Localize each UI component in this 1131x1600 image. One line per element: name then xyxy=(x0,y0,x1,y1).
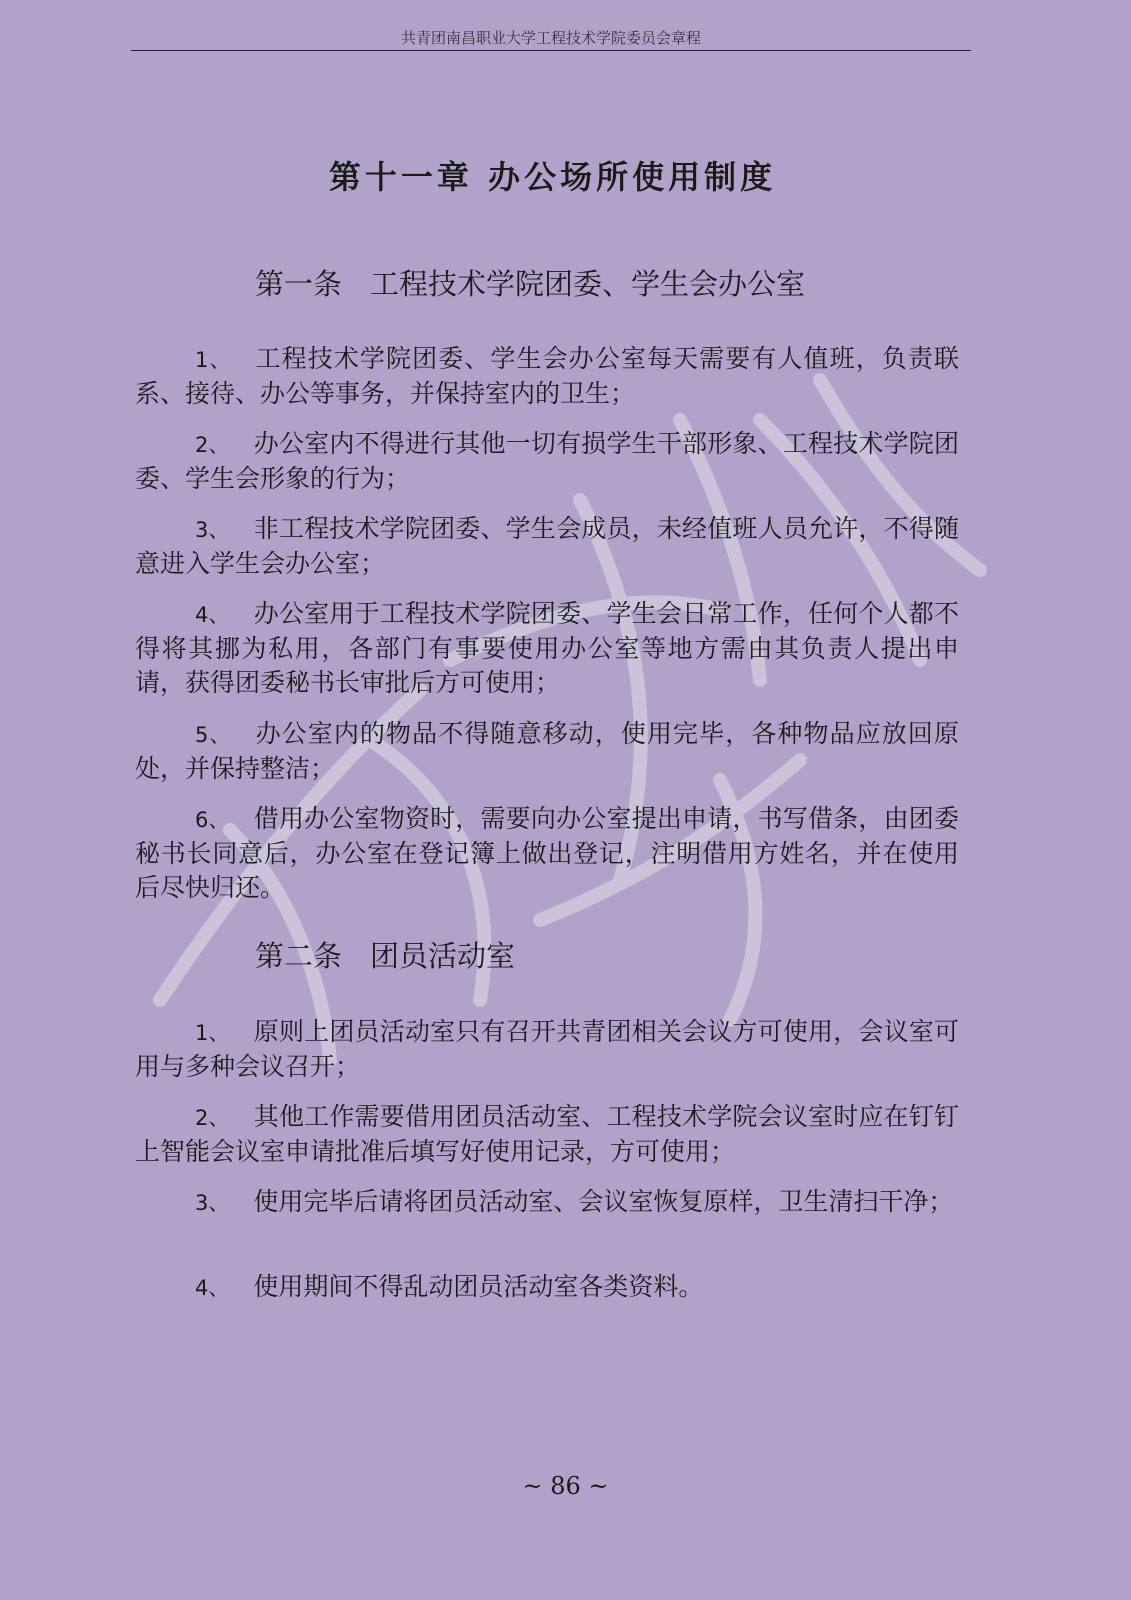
section-2-item-4 xyxy=(135,1270,959,1305)
item-index: 4、 xyxy=(195,1276,230,1300)
item-index: 2、 xyxy=(195,1106,230,1130)
section-1-item-3 xyxy=(135,512,959,581)
item-text: 借用办公室物资时，需要向办公室提出申请，书写借条，由团委秘书长同意后，办公室在登记簿上做出登记，注明借用方姓名，并在使用后尽快归还。 xyxy=(135,804,959,902)
item-text: 工程技术学院团委、学生会办公室每天需要有人值班，负责联系、接待、办公等事务，并保持室内的卫生； xyxy=(135,344,959,408)
item-index: 3、 xyxy=(195,1191,230,1215)
section-2-item-2 xyxy=(135,1100,959,1169)
section-1-item-6 xyxy=(135,802,959,905)
item-index: 3、 xyxy=(195,518,230,542)
item-index: 5、 xyxy=(195,723,232,747)
section-1-title: 工程技术学院团委、学生会办公室 xyxy=(370,267,806,301)
item-text: 办公室内不得进行其他一切有损学生干部形象、工程技术学院团委、学生会形象的行为； xyxy=(135,429,959,493)
section-1-item-1 xyxy=(135,342,959,411)
section-2-title: 团员活动室 xyxy=(370,939,516,973)
item-index: 1、 xyxy=(195,1021,230,1045)
item-text: 办公室内的物品不得随意移动，使用完毕，各种物品应放回原处，并保持整洁； xyxy=(135,719,959,783)
running-header: 共青团南昌职业大学工程技术学院委员会章程 xyxy=(400,29,701,47)
chapter-title: 第十一章 办公场所使用制度 xyxy=(328,158,777,196)
item-index: 1、 xyxy=(195,348,232,372)
item-text: 使用期间不得乱动团员活动室各类资料。 xyxy=(253,1272,704,1301)
section-1-item-2 xyxy=(135,427,959,496)
section-1-heading xyxy=(255,262,805,303)
item-text: 使用完毕后请将团员活动室、会议室恢复原样，卫生清扫干净； xyxy=(253,1187,954,1216)
item-index: 2、 xyxy=(195,433,230,457)
section-2-item-1 xyxy=(135,1015,959,1084)
item-text: 其他工作需要借用团员活动室、工程技术学院会议室时应在钉钉上智能会议室申请批准后填写好使用记录，方可使用； xyxy=(135,1102,959,1166)
item-index: 6、 xyxy=(195,808,230,832)
section-2-item-3 xyxy=(135,1185,959,1220)
item-text: 原则上团员活动室只有召开共青团相关会议方可使用，会议室可用与多种会议召开； xyxy=(135,1017,959,1081)
section-1-item-4 xyxy=(135,597,959,700)
section-1-number: 第一条 xyxy=(255,267,343,301)
section-1-item-5 xyxy=(135,717,959,786)
item-text: 办公室用于工程技术学院团委、学生会日常工作，任何个人都不得将其挪为私用，各部门有事要使用办公室等地方需由其负责人提出申请，获得团委秘书长审批后方可使用； xyxy=(135,599,959,697)
section-2-heading xyxy=(255,934,515,975)
header-rule xyxy=(131,50,971,51)
page-number: ~ 86 ~ xyxy=(522,1472,609,1500)
item-text: 非工程技术学院团委、学生会成员，未经值班人员允许，不得随意进入学生会办公室； xyxy=(135,514,959,578)
section-2-number: 第二条 xyxy=(255,939,343,973)
item-index: 4、 xyxy=(195,603,230,627)
